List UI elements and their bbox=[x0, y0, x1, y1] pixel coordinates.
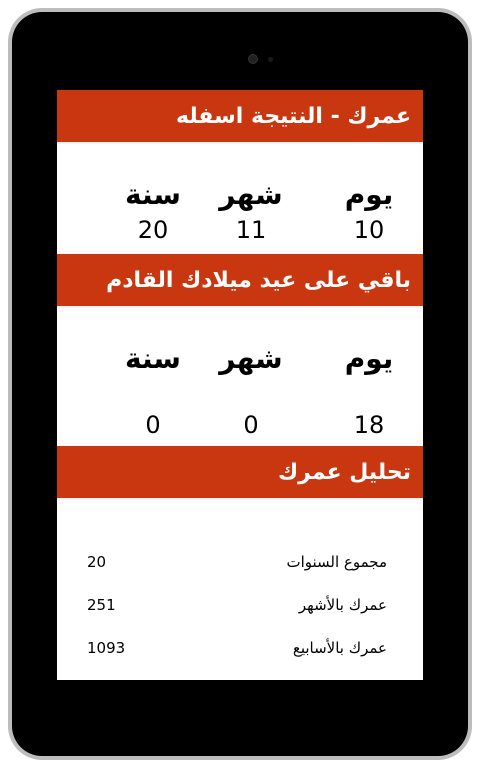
stat-label: عمرك بالأيام bbox=[308, 681, 387, 700]
remaining-month-value: 0 bbox=[243, 411, 259, 439]
stat-label: عمرك بالأسابيع bbox=[292, 638, 387, 657]
stat-value: 1093 bbox=[87, 638, 126, 657]
age-year-value: 20 bbox=[137, 216, 169, 244]
age-month-label: شهر bbox=[219, 178, 283, 211]
stat-value: 7651 bbox=[87, 681, 126, 700]
sensor-icon bbox=[268, 57, 273, 62]
stat-value: 20 bbox=[87, 552, 107, 571]
remaining-day-label: يوم bbox=[344, 342, 394, 375]
app-screen bbox=[57, 90, 423, 700]
age-header: عمرك - النتيجة اسفله bbox=[57, 90, 423, 144]
age-month-value: 11 bbox=[235, 216, 267, 244]
analysis-section bbox=[57, 500, 423, 700]
analysis-header: تحليل عمرك bbox=[57, 446, 423, 500]
age-day-label: يوم bbox=[344, 178, 394, 211]
remaining-month-label: شهر bbox=[219, 342, 283, 375]
stat-value: 251 bbox=[87, 595, 116, 614]
list-item bbox=[57, 583, 423, 626]
remaining-header: باقي على عيد ميلادك القادم bbox=[57, 254, 423, 308]
camera-icon bbox=[248, 54, 258, 64]
remaining-day-value: 18 bbox=[353, 411, 385, 439]
age-year-label: سنة bbox=[125, 178, 181, 211]
list-item bbox=[57, 626, 423, 669]
stat-label: مجموع السنوات bbox=[286, 552, 387, 571]
age-day-value: 10 bbox=[353, 216, 385, 244]
remaining-section bbox=[57, 308, 423, 446]
stat-label: عمرك بالأشهر bbox=[298, 595, 387, 614]
remaining-year-value: 0 bbox=[145, 411, 161, 439]
age-result-section bbox=[57, 144, 423, 254]
remaining-year-label: سنة bbox=[125, 342, 181, 375]
list-item bbox=[57, 540, 423, 583]
list-item bbox=[57, 669, 423, 712]
